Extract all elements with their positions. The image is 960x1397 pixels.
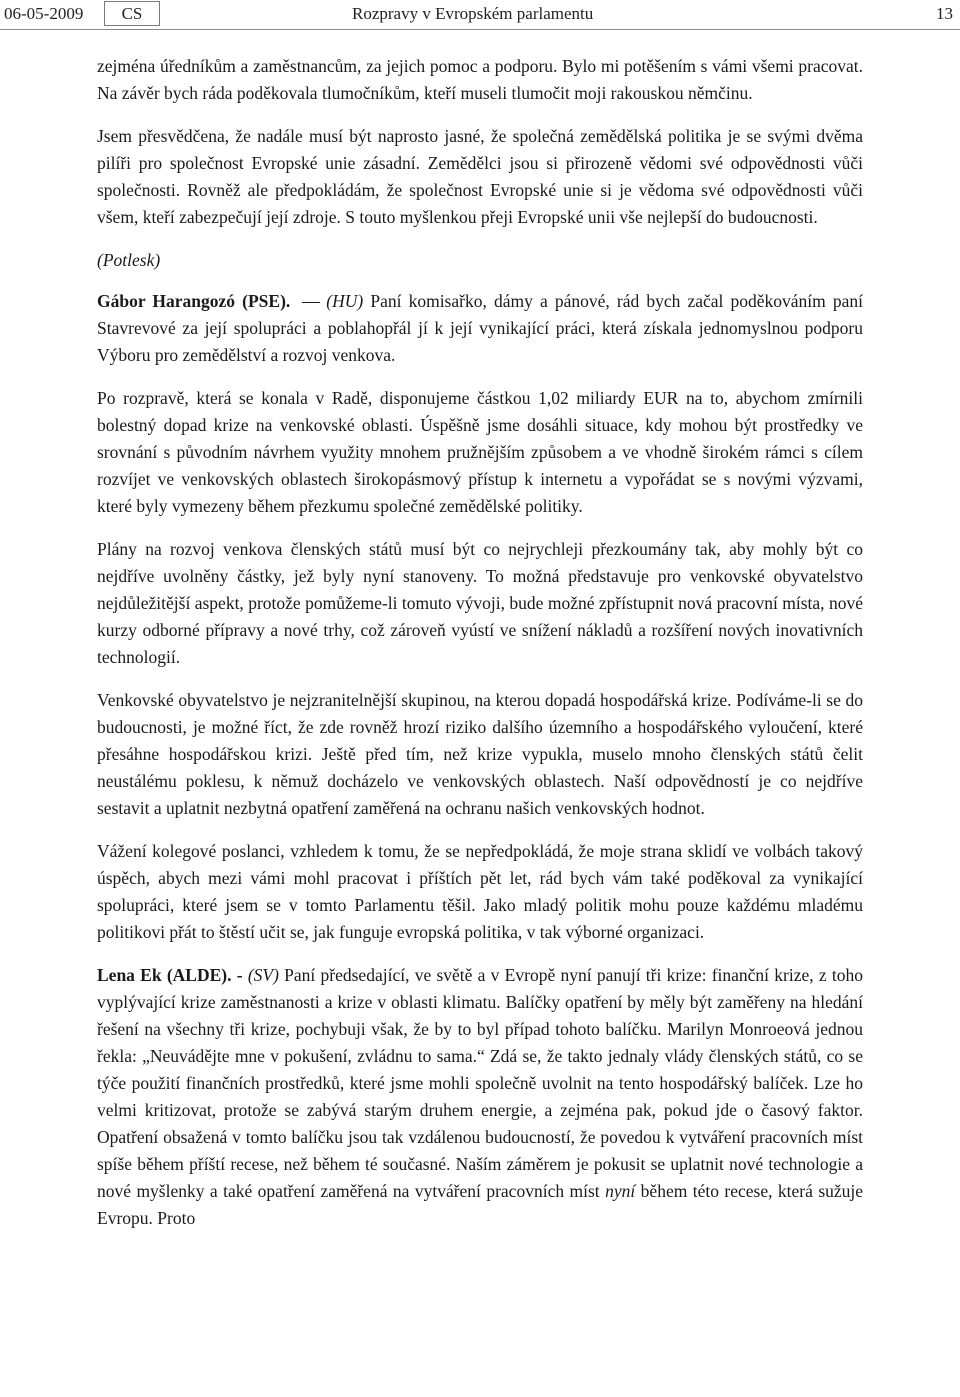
- paragraph-1: zejména úředníkům a zaměstnancům, za jejich pomoc a podporu. Bylo mi potěšením s vámi všemi pracovat. Na závěr bych ráda poděkovala tlumočníkům, kteří museli tlumočit moji rakouskou němčinu.: [97, 56, 863, 103]
- speech-text-end: během této recese, která sužuje Evropu. Proto: [97, 1181, 864, 1228]
- speech-text: Paní komisařko, dámy a pánové, rád bych začal poděkováním paní Stavrevové za její spolupráci a poblahopřál jí k její vynikající práci, která získala jednomyslnou podporu Výboru pro zemědělství a rozvoj venkova.: [97, 291, 864, 365]
- document-body: [97, 53, 863, 1248]
- speech-harangozo: [97, 288, 863, 369]
- em-dash: [302, 302, 320, 303]
- paragraph-5: Plány na rozvoj venkova členských států musí být co nejrychleji přezkoumány tak, aby mohly být co nejdříve uvolněny částky, jež byly nyní stanoveny. To možná představuje pro venkovské obyvatelstvo nejdůležitější aspekt, protože pomůžeme-li tomuto vývoji, bude možné zpřístupnit nová pracovní místa, nové kurzy odborné přípravy a nové trhy, což zároveň vyústí ve snížení nákladů a rozšíření nových inovativních technologií.: [97, 539, 863, 667]
- language-code-box: CS: [104, 1, 160, 26]
- applause-note: (Potlesk): [97, 250, 161, 270]
- header-date: 06-05-2009: [4, 4, 84, 23]
- page-number: 13: [936, 4, 953, 23]
- speech-language-tag: (HU): [326, 291, 364, 311]
- speech-ek: [97, 962, 863, 1232]
- paragraph-6: Venkovské obyvatelstvo je nejzranitelnější skupinou, na kterou dopadá hospodářská krize. Podíváme-li se do budoucnosti, je možné říct, že zde rovněž hrozí riziko dalšího územního a hospodářského vyloučení, které přesáhne hospodářskou krizi. Ještě před tím, než krize vypukla, muselo mnoho členských států čelit neustálému poklesu, k němuž docházelo ve venkovských oblastech. Naší odpovědností je co nejdříve sestavit a uplatnit nezbytná opatření zaměřená na ochranu našich venkovských hodnot.: [97, 690, 863, 818]
- page-header: [0, 0, 960, 30]
- paragraph-7: Vážení kolegové poslanci, vzhledem k tomu, že se nepředpokládá, že moje strana sklidí ve volbách takový úspěch, abych mezi vámi mohl pracovat i příštích pět let, rád bych vám také poděkoval za vynikající spolupráci, které jsem se v tomto Parlamentu těšil. Jako mladý politik mohu pouze každému mladému politikovi přát to štěstí učit se, jak funguje evropská politika, v tak výborné organizaci.: [97, 841, 863, 942]
- paragraph-2: Jsem přesvědčena, že nadále musí být naprosto jasné, že společná zemědělská politika je se svými dvěma pilíři pro společnost Evropské unie zásadní. Zemědělci jsou si přirozeně vědomi své odpovědnosti vůči společnosti. Rovněž ale předpokládám, že společnost Evropské unie si je vědoma své odpovědnosti vůči všem, kteří zabezpečují její zdroje. S touto myšlenkou přeji Evropské unii vše nejlepší do budoucnosti.: [97, 126, 863, 227]
- speech-language-tag: (SV): [247, 965, 279, 985]
- speech-text: Paní předsedající, ve světě a v Evropě nyní panují tři krize: finanční krize, z toho vyplývající krize zaměstnanosti a krize v oblasti klimatu. Balíčky opatření by měly být zaměřeny na hledání řešení na všechny tři krize, pochybuji však, že by to byl případ tohoto balíčku. Marilyn Monroeová jednou řekla: „Neuvádějte mne v pokušení, zvládnu to sama.“ Zdá se, že takto jednaly vlády členských států, co se týče použití finančních prostředků, které jsme mohli společně uvolnit na tento hospodářský balíček. Lze ho velmi kritizovat, protože se zabývá starým druhem energie, a zejména pak, pokud jde o časový faktor. Opatření obsažená v tomto balíčku jsou tak vzdálenou budoucností, že povedou k vytváření pracovních míst spíše během příští recese, než během té současné. Naším záměrem je pokusit se uplatnit nové technologie a nové myšlenky a také opatření zaměřená na vytváření pracovních míst: [97, 965, 864, 1201]
- italic-word: nyní: [605, 1181, 636, 1201]
- paragraph-4: Po rozpravě, která se konala v Radě, disponujeme částkou 1,02 miliardy EUR na to, abychom zmírnili bolestný dopad krize na venkovské oblasti. Úspěšně jsme dosáhli situace, kdy mohou být prostředky ve srovnání s původním návrhem využity mnohem pružnějším způsobem a ve vhodně širokém rámci s cílem rozvíjet ve venkovských oblastech širokopásmový přístup k internetu a vypořádat se s novými výzvami, které byly vymezeny během přezkumu společné zemědělské politiky.: [97, 388, 863, 516]
- speaker-name: Lena Ek (ALDE). -: [97, 965, 243, 985]
- header-title: Rozpravy v Evropském parlamentu: [352, 4, 594, 23]
- speaker-name: Gábor Harangozó (PSE).: [97, 291, 291, 311]
